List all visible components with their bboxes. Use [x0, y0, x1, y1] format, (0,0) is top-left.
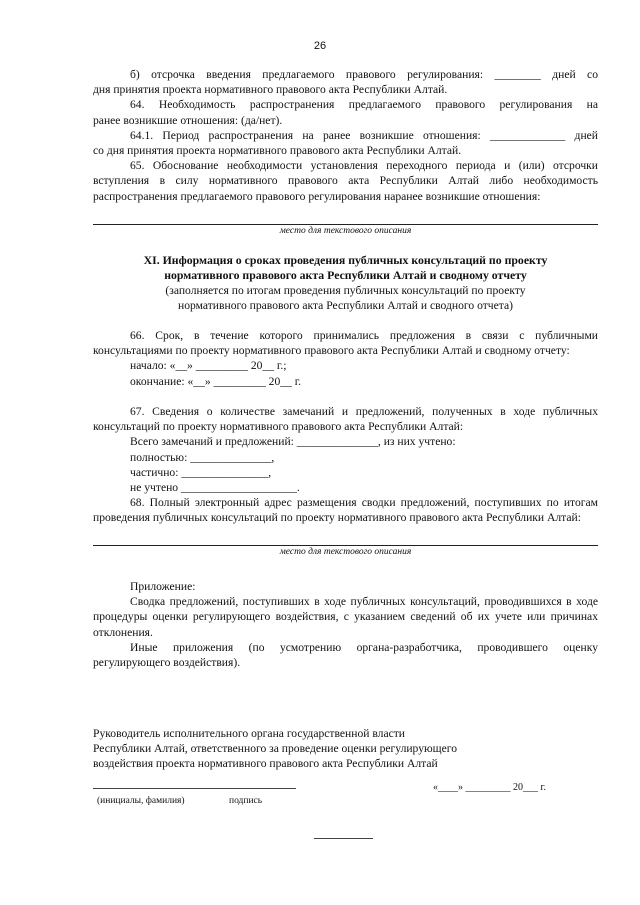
signature-line-2: Республики Алтай, ответственного за проведение оценки регулирующего [93, 742, 457, 756]
item-64-line-1: 64. Необходимость распространения предлагаемого правового регулирования на [130, 98, 598, 112]
appendix [93, 579, 598, 670]
page-number: 26 [313, 40, 327, 52]
item-67-partial: частично: _______________, [130, 465, 272, 479]
initials-label: (инициалы, фамилия) [97, 796, 185, 806]
appendix-item-1: Сводка предложений, поступивших в ходе публичных консультаций, проводившихся в ходе процедуры оценки регулирующего воздействия, с указанием сведений об их учете или причинах отклонения. [93, 595, 598, 639]
item-66-start: начало: «__» _________ 20__ г.; [130, 359, 287, 373]
sign-label: подпись [229, 796, 263, 806]
section-11-heading-line-2: нормативного правового акта Республики Алтай и сводному отчету [164, 268, 527, 282]
section-11-heading-line-1: XI. Информация о сроках проведения публичных консультаций по проекту [143, 253, 548, 267]
text-field-2 [93, 545, 598, 558]
signature-line [93, 788, 296, 789]
item-66-text: 66. Срок, в течение которого принимались предложения в связи с публичными консультациями по проекту нормативного правового акта Республики Алтай и сводному отчету: [93, 329, 598, 358]
section-68 [93, 495, 598, 525]
section-11 [93, 253, 598, 313]
item-64-line-2: ранее возникшие отношения: (да/нет). [93, 113, 283, 127]
footer-divider [314, 838, 373, 839]
item-67-not-taken: не учтено ____________________. [130, 481, 300, 495]
text-field-1 [93, 224, 598, 237]
item-65-text: 65. Обоснование необходимости установления переходного периода и (или) отсрочки вступления в силу нормативного правового акта Республики Алтай либо необходимость распространения предлагаемого правового регулирования наранее возникшие отношения: [93, 159, 598, 203]
section-11-note-line-2: нормативного правового акта Республики Алтай и сводного отчета) [178, 299, 513, 312]
item-67-full: полностью: ______________, [130, 450, 275, 464]
text-field-2-caption: место для текстового описания [279, 547, 412, 557]
deferral-line-1: б) отсрочка введения предлагаемого правового регулирования: ________ дней со [130, 68, 598, 81]
item-67-total: Всего замечаний и предложений: ______________, из них учтено: [130, 435, 456, 449]
signature-line-3: воздействия проекта нормативного правового акта Республики Алтай [93, 757, 438, 771]
item-67-text: 67. Сведения о количестве замечаний и предложений, полученных в ходе публичных консультаций по проекту нормативного правового акта Республики Алтай: [93, 405, 598, 434]
top-block [93, 67, 598, 204]
item-64-1-line-2: со дня принятия проекта нормативного правового акта Республики Алтай. [93, 144, 462, 158]
deferral-line-2: дня принятия проекта нормативного правового акта Республики Алтай. [93, 83, 448, 97]
section-67 [93, 404, 598, 495]
signature-line-1: Руководитель исполнительного органа государственной власти [93, 727, 406, 740]
item-64-1-line-1: 64.1. Период распространения на ранее возникшие отношения: _____________ дней [130, 128, 598, 142]
appendix-title: Приложение: [130, 580, 196, 593]
signature-block [93, 726, 553, 772]
section-11-note-line-1: (заполняется по итогам проведения публичных консультаций по проекту [165, 284, 526, 297]
appendix-item-2: Иные приложения (по усмотрению органа-разработчика, проводившего оценку регулирующего воздействия). [93, 640, 598, 670]
section-66 [93, 328, 598, 389]
text-field-1-caption: место для текстового описания [279, 226, 412, 236]
item-66-end: окончание: «__» _________ 20__ г. [130, 374, 302, 388]
item-68-text: 68. Полный электронный адрес размещения сводки предложений, поступивших по итогам проведения публичных консультаций по проекту нормативного правового акта Республики Алтай: [93, 496, 598, 525]
signature-date: «____» _________ 20___ г. [433, 782, 546, 793]
